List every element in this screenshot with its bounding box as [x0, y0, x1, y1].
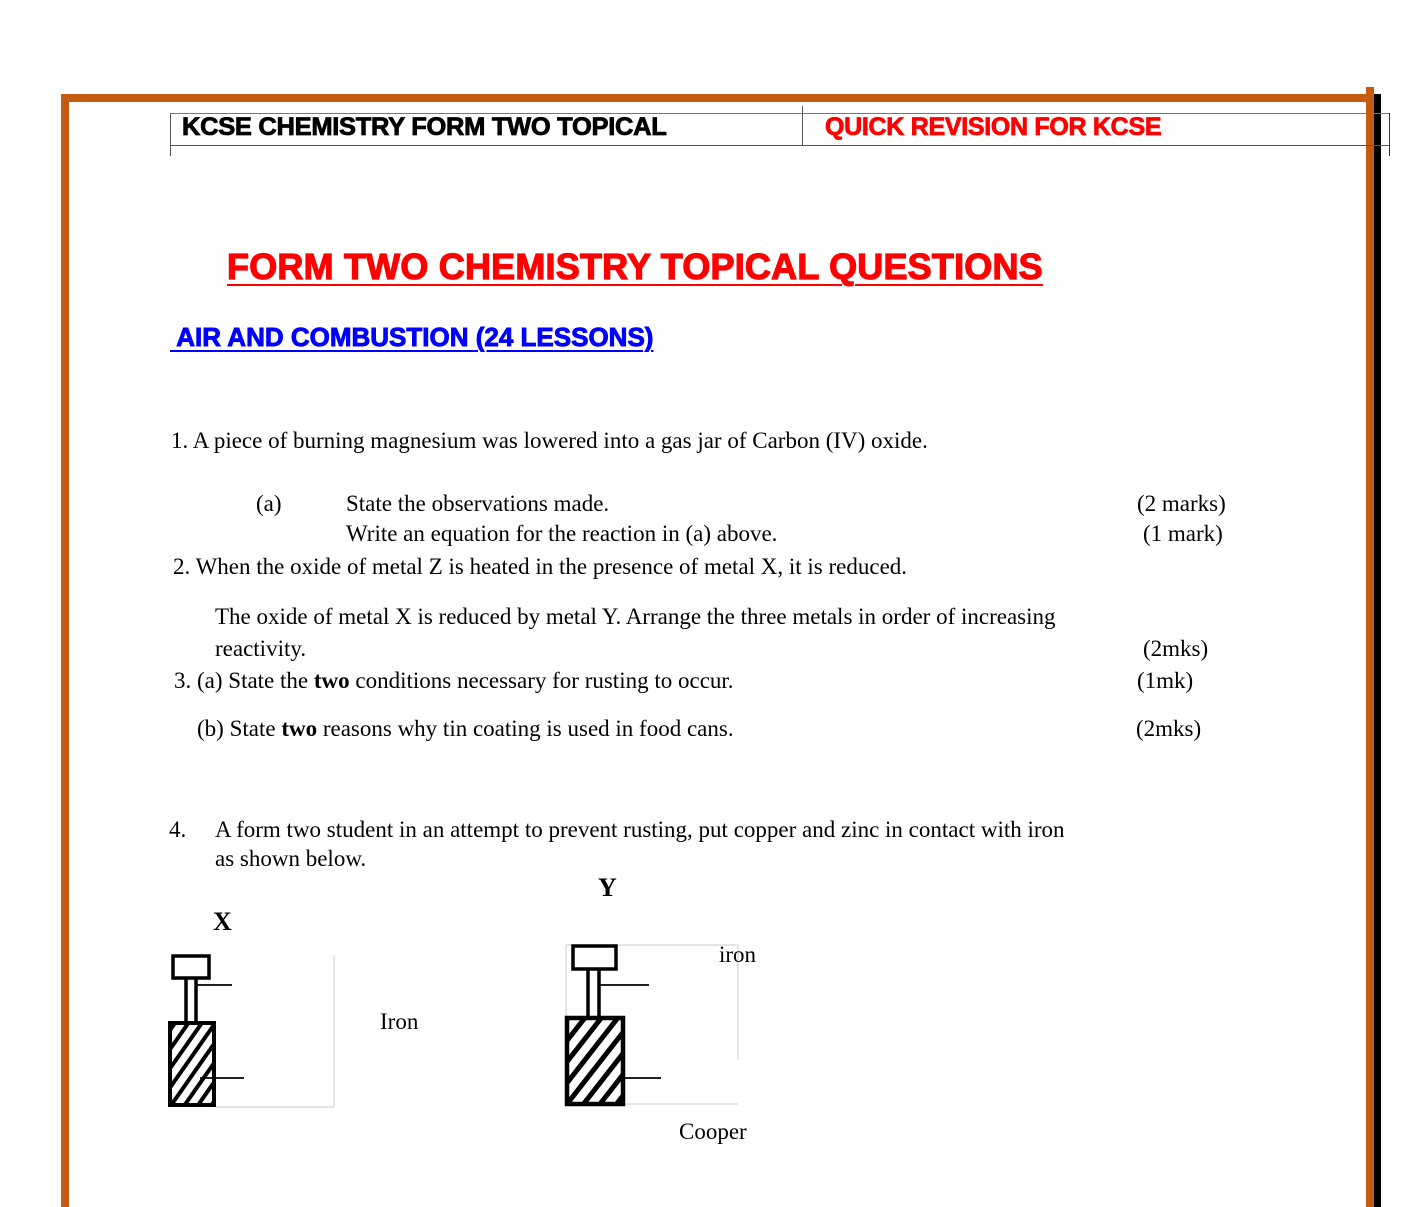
question-4-line1: A form two student in an attempt to prevent rusting, put copper and zinc in contact with iron [215, 817, 1065, 842]
page-title: FORM TWO CHEMISTRY TOPICAL QUESTIONS [227, 246, 1043, 287]
diagram-x-annotation: Iron [380, 1009, 419, 1034]
question-3a-bold: two [313, 668, 350, 693]
question-4-number: 4. [169, 817, 187, 842]
question-4-line2: as shown below. [215, 846, 367, 871]
question-3b [197, 717, 734, 740]
header-right-text: QUICK REVISION FOR KCSE [825, 113, 1162, 141]
question-3b-suffix: reasons why tin coating is used in food cans. [317, 716, 734, 741]
page-border-left [61, 94, 69, 1207]
question-1b-marks: (1 mark) [1143, 521, 1223, 546]
question-1-stem: 1. A piece of burning magnesium was lowered into a gas jar of Carbon (IV) oxide. [171, 428, 928, 453]
question-2-stem: 2. When the oxide of metal Z is heated in the presence of metal X, it is reduced. [173, 554, 908, 579]
question-2-line2: The oxide of metal X is reduced by metal Y. Arrange the three metals in order of increasing [215, 604, 1056, 629]
question-1b-text: Write an equation for the reaction in (a) above. [346, 521, 778, 546]
page-border-top [61, 94, 1375, 102]
diagram-y-annotation-top: iron [719, 942, 757, 967]
question-3b-prefix: (b) State [197, 716, 282, 741]
question-3a-suffix: conditions necessary for rusting to occur. [349, 668, 734, 693]
question-3b-bold: two [281, 716, 318, 741]
header-right-rule [1389, 113, 1390, 156]
question-3a [174, 669, 734, 692]
question-3b-marks: (2mks) [1136, 716, 1202, 741]
question-2-line3: reactivity. [215, 636, 307, 661]
header-left-text: KCSE CHEMISTRY FORM TWO TOPICAL [182, 113, 667, 141]
question-1a-label: (a) [256, 491, 282, 516]
question-3a-prefix: 3. (a) State the [174, 668, 314, 693]
page-border-shadow [1374, 94, 1381, 1207]
question-1a-marks: (2 marks) [1137, 491, 1226, 516]
page-border-right [1366, 87, 1374, 1207]
question-1a-text: State the observations made. [346, 491, 610, 516]
question-2-marks: (2mks) [1143, 636, 1209, 661]
topic-heading: AIR AND COMBUSTION (24 LESSONS) [170, 322, 654, 352]
diagram-y-nail-in-metal [560, 940, 745, 1110]
header-divider [802, 106, 803, 146]
diagram-y-annotation-bottom: Cooper [679, 1119, 747, 1144]
question-3a-marks: (1mk) [1137, 668, 1194, 693]
diagram-x-label: X [213, 907, 232, 936]
diagram-x-nail-in-metal [160, 945, 340, 1115]
diagram-y-label: Y [598, 873, 617, 902]
header-left-rule [170, 113, 171, 156]
